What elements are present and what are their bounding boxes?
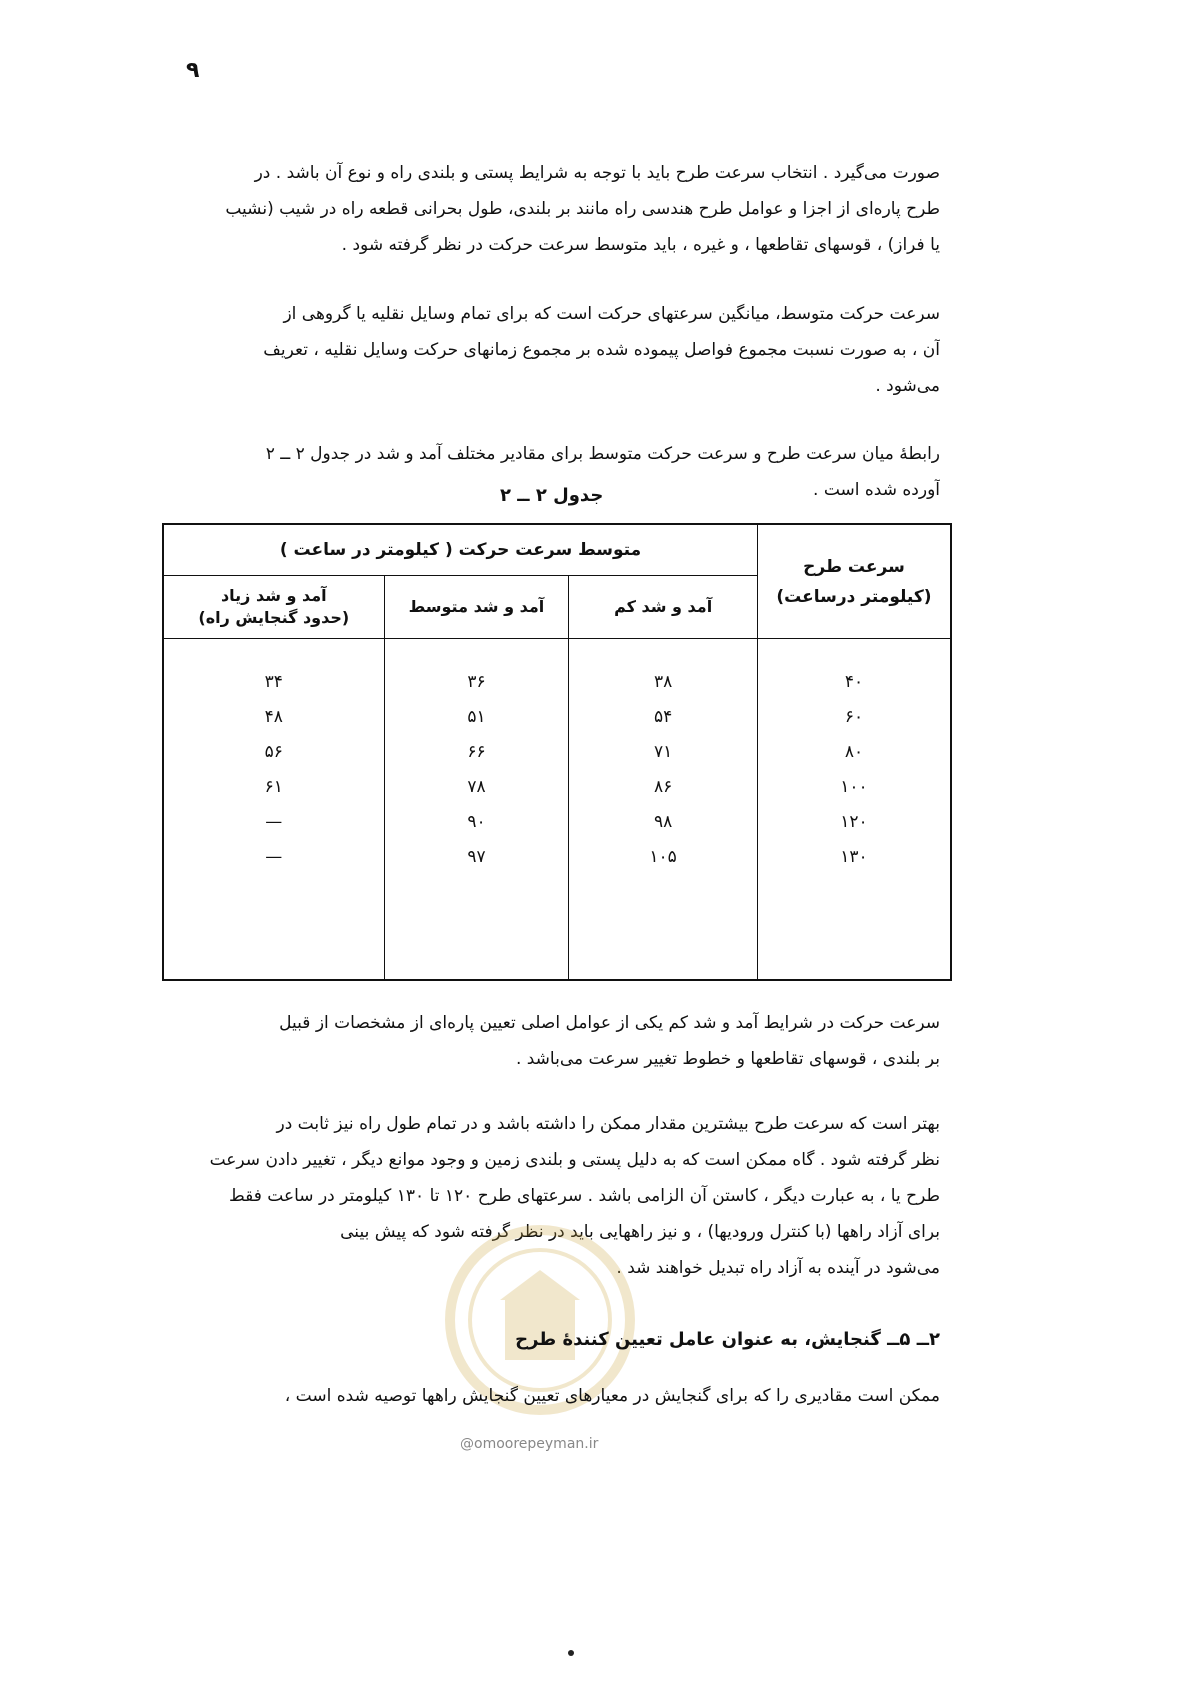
- high-traffic-title: آمد و شد زیاد: [220, 586, 327, 605]
- design-speed-unit: (کیلومتر درساعت): [776, 586, 932, 607]
- table-cell: ۶۶: [467, 742, 486, 762]
- text-line: سرعت حرکت در شرایط آمد و شد کم یکی از عوامل اصلی تعیین پاره‌ای از مشخصات از قبیل: [279, 1013, 940, 1033]
- page-number: ۹: [186, 58, 200, 83]
- text-line: طرح یا ، به عبارت دیگر ، کاستن آن الزامی باشد . سرعتهای طرح ۱۲۰ تا ۱۳۰ کیلومتر در ساعت فقط: [229, 1186, 940, 1206]
- text-line: طرح پاره‌ای از اجزا و عوامل طرح هندسی راه مانند بر بلندی، طول بحرانی قطعه راه در شیب (نشیب: [225, 199, 940, 219]
- table-caption: جدول ۲ ــ ۲: [500, 485, 604, 506]
- table-cell: ۵۱: [467, 707, 486, 727]
- high-traffic-header: [164, 576, 384, 639]
- text-line: ممکن است مقادیری را که برای گنجایش در معیارهای تعیین گنجایش راهها توصیه شده است ،: [284, 1386, 940, 1406]
- paragraph-1: [170, 155, 940, 263]
- table-cell: ۱۰۵: [649, 847, 677, 867]
- section-heading-text: ۲ــ ۵ــ گنجایش، به عنوان عامل تعیین کنندهٔ طرح: [515, 1329, 940, 1350]
- table-cell: ۷۸: [467, 777, 486, 797]
- text-line: می‌شود در آینده به آزاد راه تبدیل خواهند شد .: [616, 1258, 940, 1278]
- table-cell: ۵۶: [264, 742, 283, 762]
- design-speed-title: سرعت طرح: [803, 556, 905, 577]
- table-cell: ۴۸: [264, 707, 283, 727]
- table-cell: —: [265, 847, 283, 867]
- high-traffic-note: (حدود گنجایش راه): [198, 608, 350, 627]
- text-line: صورت می‌گیرد . انتخاب سرعت طرح باید با توجه به شرایط پستی و بلندی راه و نوع آن باشد . در: [254, 163, 940, 183]
- table-cell: —: [265, 812, 283, 832]
- paragraph-6: [170, 1378, 940, 1414]
- table-cell: ۱۳۰: [840, 847, 868, 867]
- table-cell: ۷۱: [653, 742, 673, 762]
- text-line: نظر گرفته شود . گاه ممکن است که به دلیل پستی و بلندی زمین و وجود موانع دیگر ، تغییر دادن سرعت: [209, 1150, 940, 1170]
- text-line: می‌شود .: [875, 376, 940, 396]
- table-cell: ۸۰: [844, 742, 864, 762]
- table-cell: ۳۸: [653, 672, 673, 692]
- text-line: رابطهٔ میان سرعت طرح و سرعت حرکت متوسط برای مقادیر مختلف آمد و شد در جدول ۲ ــ ۲: [265, 444, 940, 464]
- design-speed-header: [757, 525, 950, 639]
- table-cell: ۱۰۰: [840, 777, 868, 797]
- text-line: بر بلندی ، قوسهای تقاطعها و خطوط تغییر سرعت می‌باشد .: [515, 1049, 940, 1069]
- text-line: بهتر است که سرعت طرح بیشترین مقدار ممکن را داشته باشد و در تمام طول راه نیز ثابت در: [276, 1114, 940, 1134]
- table-cell: ۹۰: [467, 812, 486, 832]
- design-speed-column: [757, 639, 950, 980]
- text-line: سرعت حرکت متوسط، میانگین سرعتهای حرکت است که برای تمام وسایل نقلیه یا گروهی از: [283, 304, 940, 324]
- table-cell: ۴۰: [844, 672, 864, 692]
- table-cell: ۶۱: [264, 777, 283, 797]
- table-cell: ۳۶: [467, 672, 486, 692]
- watermark-text: @omoorepeyman.ir: [460, 1436, 599, 1452]
- page-dot: [568, 1650, 574, 1656]
- text-line: آن ، به صورت نسبت مجموع فواصل پیموده شده بر مجموع زمانهای حرکت وسایل نقلیه ، تعریف: [263, 340, 940, 360]
- medium-traffic-header: آمد و شد متوسط: [384, 576, 569, 639]
- table-cell: ۳۴: [264, 672, 283, 692]
- paragraph-4: [170, 1005, 940, 1077]
- text-line: برای آزاد راهها (با کنترل ورودیها) ، و نیز راههایی باید در نظر گرفته شود که پیش بینی: [340, 1222, 940, 1242]
- avg-speed-header: متوسط سرعت حرکت ( کیلومتر در ساعت ): [164, 525, 757, 576]
- table-cell: ۶۰: [844, 707, 864, 727]
- medium-traffic-column: [384, 639, 569, 980]
- table-cell: ۹۷: [467, 847, 486, 867]
- table-cell: ۸۶: [653, 777, 673, 797]
- text-line: آورده شده است .: [813, 480, 940, 500]
- table-cell: ۵۴: [653, 707, 673, 727]
- speed-table: [162, 523, 952, 981]
- section-heading: [170, 1322, 940, 1358]
- low-traffic-column: [569, 639, 758, 980]
- table-cell: ۱۲۰: [840, 812, 868, 832]
- low-traffic-header: آمد و شد کم: [569, 576, 758, 639]
- high-traffic-column: [164, 639, 384, 980]
- text-line: یا فراز) ، قوسهای تقاطعها ، و غیره ، باید متوسط سرعت حرکت در نظر گرفته شود .: [341, 235, 940, 255]
- paragraph-2: [170, 296, 940, 404]
- table-cell: ۹۸: [653, 812, 673, 832]
